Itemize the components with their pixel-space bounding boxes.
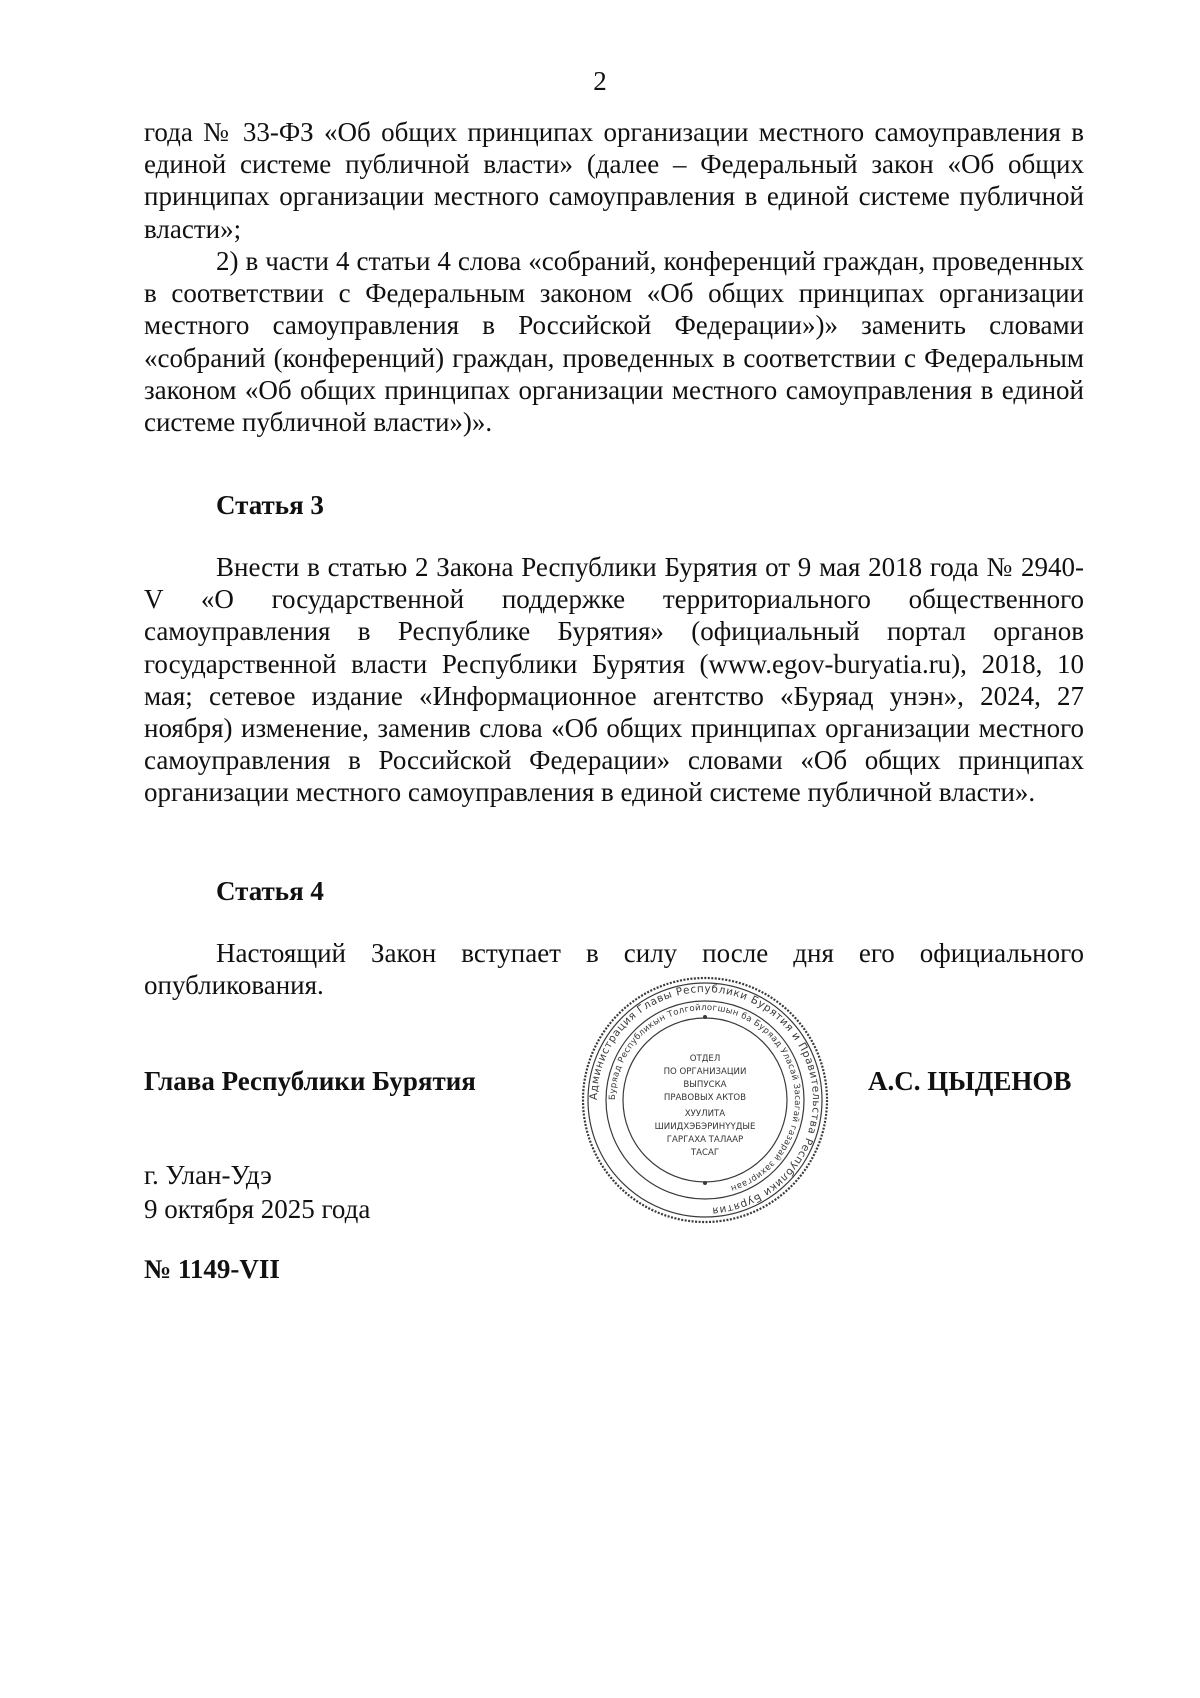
stamp-center-line: ШИИДХЭБЭРИНҮҮДЫЕ xyxy=(654,1122,756,1132)
stamp-center-line: ПРАВОВЫХ АКТОВ xyxy=(663,1093,747,1103)
signatory-name: А.С. ЦЫДЕНОВ xyxy=(868,1066,1072,1096)
stamp-center-line: ОТДЕЛ xyxy=(689,1054,721,1064)
official-seal-stamp xyxy=(580,975,830,1225)
article-3-heading: Статья 3 xyxy=(216,490,324,520)
stamp-inner-text: Буряад Республикын Толгойлогшын ба Буряад Уласай Засагай газарай захиргаан xyxy=(607,1002,803,1194)
stamp-center-line: ГАРГАХА ТАЛААР xyxy=(666,1135,744,1145)
stamp-center-line: ТАСАГ xyxy=(690,1148,720,1158)
law-number: № 1149-VII xyxy=(144,1254,280,1284)
article-4-heading: Статья 4 xyxy=(216,876,324,906)
article-4-text: Настоящий Закон вступает в силу после дня его официального опубликования. xyxy=(144,938,1084,1001)
stamp-center-line: ХУУЛИТА xyxy=(684,1109,726,1119)
signatory-title: Глава Республики Бурятия xyxy=(144,1066,476,1096)
place-of-signing: г. Улан-Удэ xyxy=(144,1160,272,1190)
date-of-signing: 9 октября 2025 года xyxy=(144,1194,371,1224)
paragraph-intro: года № 33-ФЗ «Об общих принципах организации местного самоуправления в единой системе публичной власти» (далее – Федеральный закон «Об общих принципах организации местного самоуправления в единой системе публичной власти»; xyxy=(144,117,1084,244)
stamp-center-line: ПО ОРГАНИЗАЦИИ xyxy=(663,1067,747,1077)
stamp-center-line: ВЫПУСКА xyxy=(683,1080,727,1090)
stamp-outer-text: Администрация Главы Республики Бурятия и Правительства Республики Бурятия xyxy=(587,982,823,1217)
article-3-text: Внести в статью 2 Закона Республики Бурятия от 9 мая 2018 года № 2940-V «О государственной поддержке территориального общественного самоуправления в Республике Бурятия» (официальный портал органов государственной власти Республики Бурятия (www.egov-buryatia.ru), 2018, 10 мая; сетевое издание «Информационное агентство «Буряад унэн», 2024, 27 ноября) изменение, заменив слова «Об общих принципах организации местного самоуправления в Российской Федерации» словами «Об общих принципах организации местного самоуправления в единой системе публичной власти». xyxy=(144,552,1084,808)
paragraph-item-2: 2) в части 4 статьи 4 слова «собраний, конференций граждан, проведенных в соответствии с Федеральным законом «Об общих принципах организации местного самоуправления в Российской Федерации»)» заменить словами «собраний (конференций) граждан, проведенных в соответствии с Федеральным законом «Об общих принципах организации местного самоуправления в единой системе публичной власти»)». xyxy=(144,246,1084,438)
page-number: 2 xyxy=(593,66,607,96)
